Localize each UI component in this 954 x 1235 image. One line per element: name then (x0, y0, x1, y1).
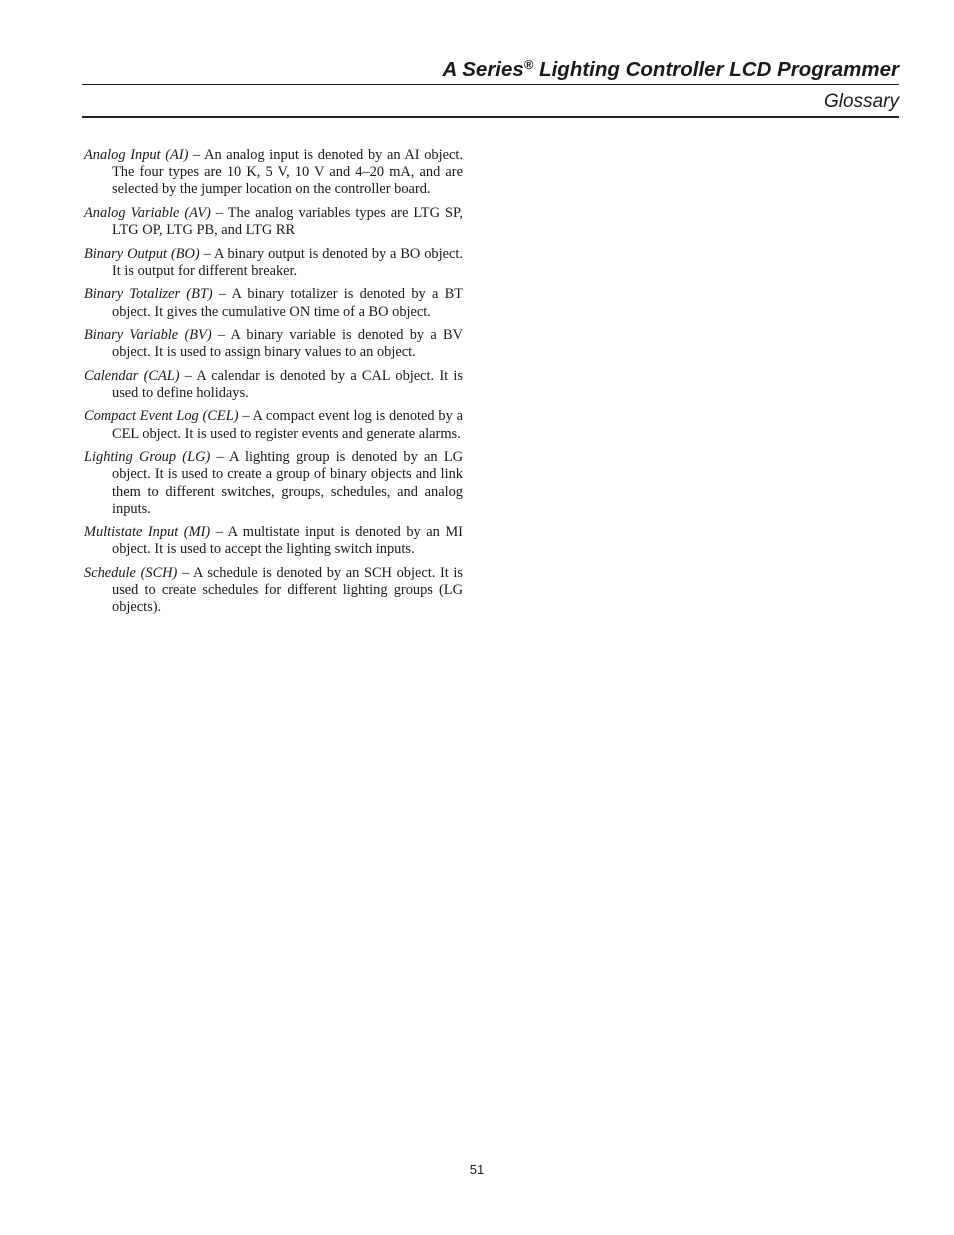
glossary-entry (84, 246, 463, 280)
term-separator: – (177, 564, 194, 581)
glossary-term: Binary Totalizer (BT) (84, 286, 213, 303)
glossary-list (84, 147, 463, 623)
glossary-term: Multistate Input (MI) (84, 524, 211, 541)
glossary-entry (84, 368, 463, 402)
term-separator: – (212, 286, 232, 303)
section-title: Glossary (824, 91, 899, 112)
term-separator: – (238, 408, 253, 425)
glossary-term: Calendar (CAL) (84, 367, 180, 384)
term-separator: – (210, 204, 228, 221)
header-rule (82, 84, 899, 85)
registered-mark: ® (523, 57, 534, 72)
glossary-entry (84, 524, 463, 558)
glossary-definition: An analog input is denoted by an AI object. The four types are 10 K, 5 V, 10 V and 4–20 mA, and are selected by the jumper location on the controller board. (112, 147, 463, 198)
glossary-term: Binary Variable (BV) (84, 327, 212, 344)
glossary-definition: A lighting group is denoted by an LG object. It is used to create a group of binary objects and link them to different switches, groups, schedules, and analog inputs. (112, 449, 464, 517)
term-separator: – (210, 449, 230, 466)
glossary-entry (84, 147, 463, 199)
glossary-term: Binary Output (BO) (84, 245, 200, 262)
glossary-entry (84, 449, 463, 518)
glossary-term: Lighting Group (LG) (84, 449, 211, 466)
term-separator: – (211, 327, 231, 344)
term-separator: – (210, 524, 228, 541)
title-suffix: Lighting Controller LCD Programmer (533, 58, 899, 81)
title-prefix: A Series (442, 58, 524, 81)
page-number: 51 (469, 1162, 485, 1177)
glossary-term: Analog Variable (AV) (84, 204, 211, 221)
glossary-definition: A binary output is denoted by a BO object. It is output for different breaker. (112, 245, 463, 279)
glossary-definition: A compact event log is denoted by a CEL object. It is used to register events and generate alarms. (112, 408, 463, 442)
glossary-entry (84, 286, 463, 320)
glossary-definition: A binary variable is denoted by a BV object. It is used to assign binary values to an object. (112, 327, 463, 361)
glossary-entry (84, 205, 463, 239)
glossary-definition: A binary totalizer is denoted by a BT object. It gives the cumulative ON time of a BO object. (112, 286, 463, 320)
term-separator: – (188, 147, 205, 163)
glossary-definition: A schedule is denoted by an SCH object. It is used to create schedules for different lighting groups (LG objects). (112, 564, 464, 616)
glossary-entry (84, 327, 463, 361)
glossary-definition: A calendar is denoted by a CAL object. It is used to define holidays. (112, 367, 463, 401)
term-separator: – (199, 245, 214, 262)
term-separator: – (179, 367, 197, 384)
glossary-definition: A multistate input is denoted by an MI object. It is used to accept the lighting switch inputs. (112, 524, 463, 558)
document-title (82, 57, 899, 83)
glossary-entry (84, 565, 463, 617)
section-rule (82, 116, 899, 118)
glossary-entry (84, 408, 463, 442)
glossary-term: Schedule (SCH) (84, 564, 178, 581)
glossary-definition: The analog variables types are LTG SP, LTG OP, LTG PB, and LTG RR (112, 204, 463, 239)
glossary-term: Compact Event Log (CEL) (84, 408, 239, 425)
glossary-term: Analog Input (AI) (84, 147, 189, 163)
